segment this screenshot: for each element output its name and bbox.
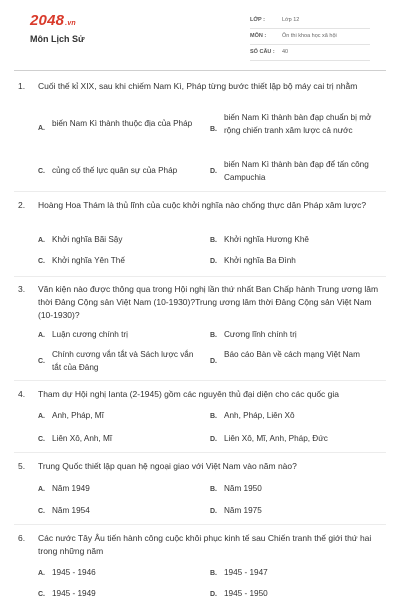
option-text: Năm 1950 (224, 484, 262, 493)
question-5 (18, 460, 388, 515)
option-letter: B. (210, 237, 217, 244)
question-separator (14, 380, 386, 381)
exam-meta (250, 13, 370, 61)
option-letter: D. (210, 258, 217, 265)
option-text: Liên Xô, Mĩ, Anh, Pháp, Đức (224, 434, 328, 443)
question-stem (18, 80, 388, 93)
option-letter: D. (210, 591, 217, 598)
option-text: 1945 - 1947 (224, 568, 268, 577)
option-letter: C. (38, 508, 45, 515)
page-header (0, 0, 400, 68)
option-text: Năm 1949 (52, 484, 90, 493)
option-letter: C. (38, 436, 45, 443)
question-stem (18, 283, 388, 322)
option-letter: D. (210, 358, 217, 365)
meta-row-count (250, 45, 370, 61)
question-text: Các nước Tây Âu tiến hành công cuộc khôi phục kinh tế sau Chiến tranh thế giới thứ hai trong những năm (38, 533, 372, 556)
option-text: Khởi nghĩa Ba Đình (224, 256, 296, 265)
question-separator (14, 191, 386, 192)
option-letter: A. (38, 237, 45, 244)
option-text: Khởi nghĩa Yên Thế (52, 256, 125, 265)
question-stem (18, 460, 388, 473)
site-logo[interactable] (30, 12, 76, 29)
question-4 (18, 388, 388, 443)
option-letter: B. (210, 570, 217, 577)
question-number: 5. (18, 461, 26, 471)
option-text: củng cố thế lực quân sự của Pháp (52, 166, 178, 175)
header-divider (14, 70, 386, 71)
option-text: Anh, Pháp, Liên Xô (224, 411, 295, 420)
option-letter: C. (38, 258, 45, 265)
meta-value: Lớp 12 (282, 17, 300, 23)
question-number: 1. (18, 81, 26, 91)
option-text: Khởi nghĩa Hương Khê (224, 235, 309, 244)
option-letter: B. (210, 486, 217, 493)
option-text: 1945 - 1946 (52, 568, 96, 577)
option-text: Cương lĩnh chính trị (224, 330, 297, 339)
question-stem (18, 388, 388, 401)
question-number: 6. (18, 533, 26, 543)
meta-value: Ôn thi khoa học xã hội (282, 33, 337, 39)
option-text: Chính cương vắn tắt và Sách lược vắn tắt của Đảng (52, 350, 194, 372)
option-text: Năm 1975 (224, 506, 262, 515)
option-letter: D. (210, 436, 217, 443)
option-text: biến Nam Kì thành thuộc địa của Pháp (52, 119, 193, 128)
question-3 (18, 283, 388, 372)
option-text: Liên Xô, Anh, Mĩ (52, 434, 113, 443)
question-text: Cuối thế kỉ XIX, sau khi chiếm Nam Kì, Pháp từng bước thiết lập bộ máy cai trị nhằm (38, 81, 358, 91)
meta-key: SỐ CÂU : (250, 49, 275, 55)
option-letter: B. (210, 332, 217, 339)
option-text: Năm 1954 (52, 506, 90, 515)
question-separator (14, 524, 386, 525)
option-text: 1945 - 1950 (224, 589, 268, 598)
meta-value: 40 (282, 49, 289, 55)
meta-key: MÔN : (250, 33, 267, 39)
option-letter: B. (210, 126, 217, 133)
option-text: Khởi nghĩa Bãi Sậy (52, 235, 123, 244)
subject-title: Môn Lịch Sử (30, 34, 85, 44)
question-number: 4. (18, 389, 26, 399)
question-separator (14, 276, 386, 277)
option-letter: A. (38, 413, 45, 420)
question-separator (14, 452, 386, 453)
option-text: Báo cáo Bàn về cách mạng Việt Nam (224, 350, 360, 359)
option-letter: C. (38, 358, 45, 365)
meta-row-class (250, 13, 370, 29)
option-letter: C. (38, 168, 45, 175)
question-stem (18, 532, 388, 558)
option-letter: A. (38, 486, 45, 493)
meta-key: LỚP : (250, 17, 265, 23)
option-letter: A. (38, 332, 45, 339)
meta-row-subject (250, 29, 370, 45)
question-stem (18, 199, 388, 212)
option-letter: D. (210, 168, 217, 175)
logo-suffix: .vn (65, 20, 76, 27)
question-text: Hoàng Hoa Thám là thủ lĩnh của cuộc khởi nghĩa nào chống thực dân Pháp xâm lược? (38, 200, 367, 210)
question-number: 3. (18, 284, 26, 294)
option-text: 1945 - 1949 (52, 589, 96, 598)
option-letter: D. (210, 508, 217, 515)
question-6 (18, 532, 388, 598)
question-text: Tham dự Hội nghị Ianta (2-1945) gồm các nguyên thủ đại diện cho các quốc gia (38, 389, 340, 399)
option-letter: B. (210, 413, 217, 420)
option-letter: C. (38, 591, 45, 598)
logo-text: 2048 (30, 12, 65, 29)
question-text: Văn kiện nào được thông qua trong Hội nghị lần thứ nhất Ban Chấp hành Trung ương lâm thời Đảng Cộng sản Việt Nam (10-1930)?Trung ương lâm thời Đảng Cộng sản Việt Nam (10-1930)? (38, 284, 379, 320)
option-letter: A. (38, 570, 45, 577)
option-text: Luận cương chính trị (52, 330, 128, 339)
question-2 (18, 199, 388, 265)
question-1 (18, 80, 388, 182)
option-text: Anh, Pháp, Mĩ (52, 411, 104, 420)
option-text: biến Nam Kì thành bàn đạp để tấn công Campuchia (224, 160, 369, 182)
option-text: biến Nam Kì thành bàn đạp chuẩn bị mở rộng chiến tranh xâm lược cả nước (224, 113, 372, 135)
question-text: Trung Quốc thiết lập quan hệ ngoại giao với Việt Nam vào năm nào? (38, 461, 297, 471)
option-letter: A. (38, 125, 45, 132)
question-number: 2. (18, 200, 26, 210)
